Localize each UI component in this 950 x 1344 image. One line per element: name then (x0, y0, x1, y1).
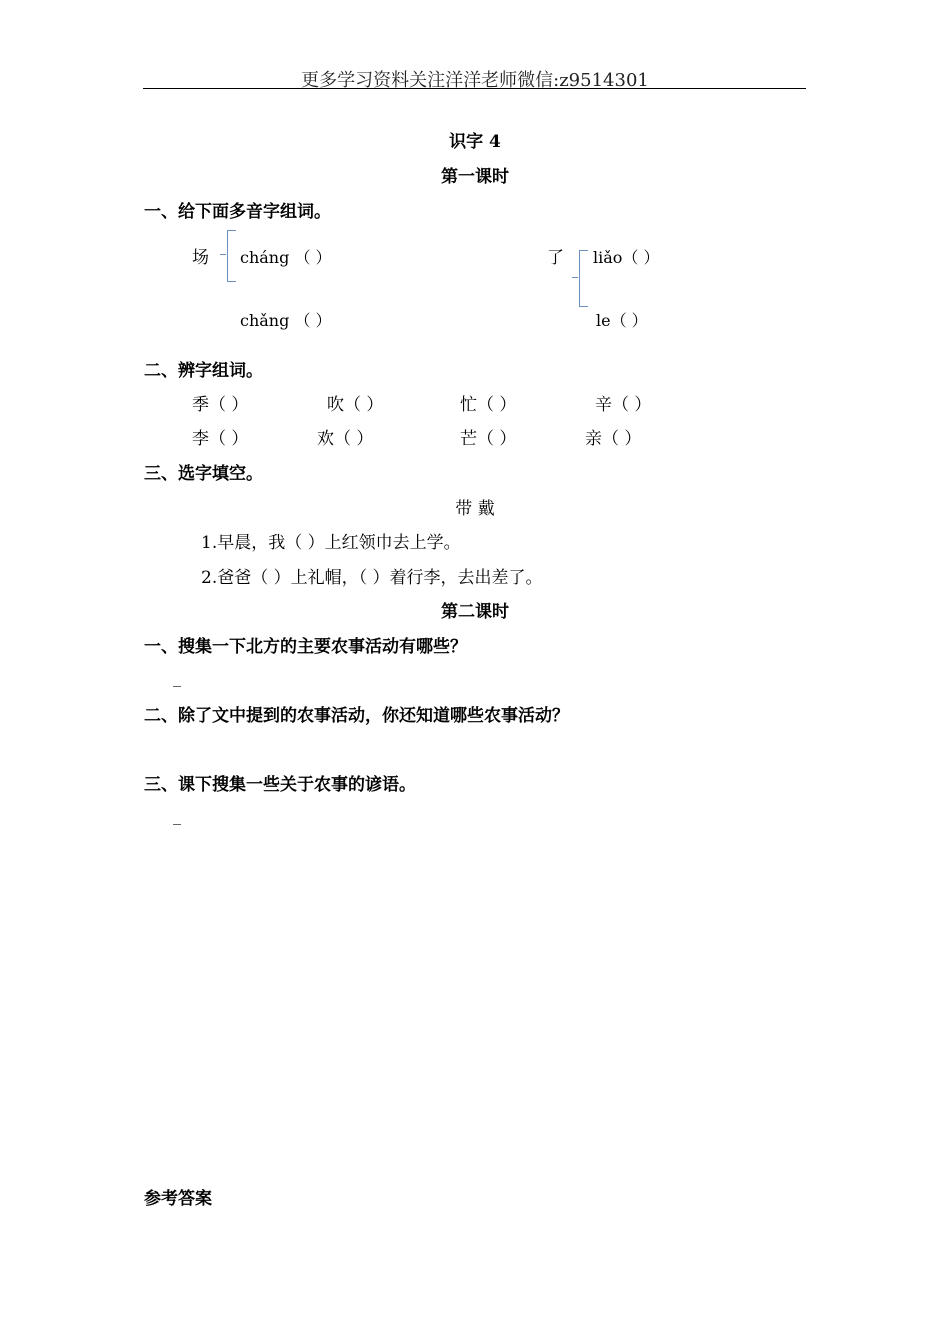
l1-q2-heading: 二、辨字组词。 (144, 361, 263, 381)
answer-blank: _ (173, 806, 181, 825)
char-pair-item: 亲（ ） (585, 429, 642, 449)
char-pair-item: 辛（ ） (595, 395, 652, 415)
le-item-2: le（ ） (596, 311, 648, 330)
char-pair-item: 芒（ ） (460, 429, 517, 449)
lesson1-title: 第一课时 (441, 167, 509, 187)
brace-left (227, 230, 236, 282)
char-pair-item: 欢（ ） (317, 429, 374, 449)
polyphone-char-chang: 场 (192, 248, 209, 268)
header-rule (143, 88, 806, 89)
char-pair-item: 吹（ ） (327, 395, 384, 415)
lesson2-title: 第二课时 (441, 602, 509, 622)
l2-q3-heading: 三、课下搜集一些关于农事的谚语。 (144, 775, 416, 795)
l1-q1-heading: 一、给下面多音字组词。 (144, 202, 331, 222)
answer-blank: _ (173, 668, 181, 687)
char-pair-item: 李（ ） (192, 429, 249, 449)
answers-title: 参考答案 (144, 1189, 212, 1209)
brace-left-tick (220, 254, 226, 255)
l2-q1-heading: 一、搜集一下北方的主要农事活动有哪些？ (144, 637, 467, 657)
chang-item-1: cháng （ ） (240, 248, 332, 267)
char-pair-item: 季（ ） (192, 395, 249, 415)
chang-item-2: chǎng （ ） (240, 311, 332, 330)
fill-sentence-1: 1.早晨，我（ ）上红领巾去上学。 (201, 533, 461, 553)
l1-q3-heading: 三、选字填空。 (144, 464, 263, 484)
fill-sentence-2: 2.爸爸（ ）上礼帽，（ ）着行李，去出差了。 (201, 568, 543, 588)
worksheet-title: 识字 4 (449, 132, 501, 152)
le-item-1: liǎo（ ） (593, 248, 660, 267)
choice-options: 带 戴 (455, 499, 495, 519)
page-header: 更多学习资料关注洋洋老师微信:z9514301 (301, 70, 649, 91)
brace-right-tick (572, 277, 578, 278)
l2-q2-heading: 二、除了文中提到的农事活动，你还知道哪些农事活动？ (144, 706, 569, 726)
polyphone-char-le: 了 (547, 248, 564, 268)
brace-right (579, 250, 588, 307)
char-pair-item: 忙（ ） (460, 395, 517, 415)
